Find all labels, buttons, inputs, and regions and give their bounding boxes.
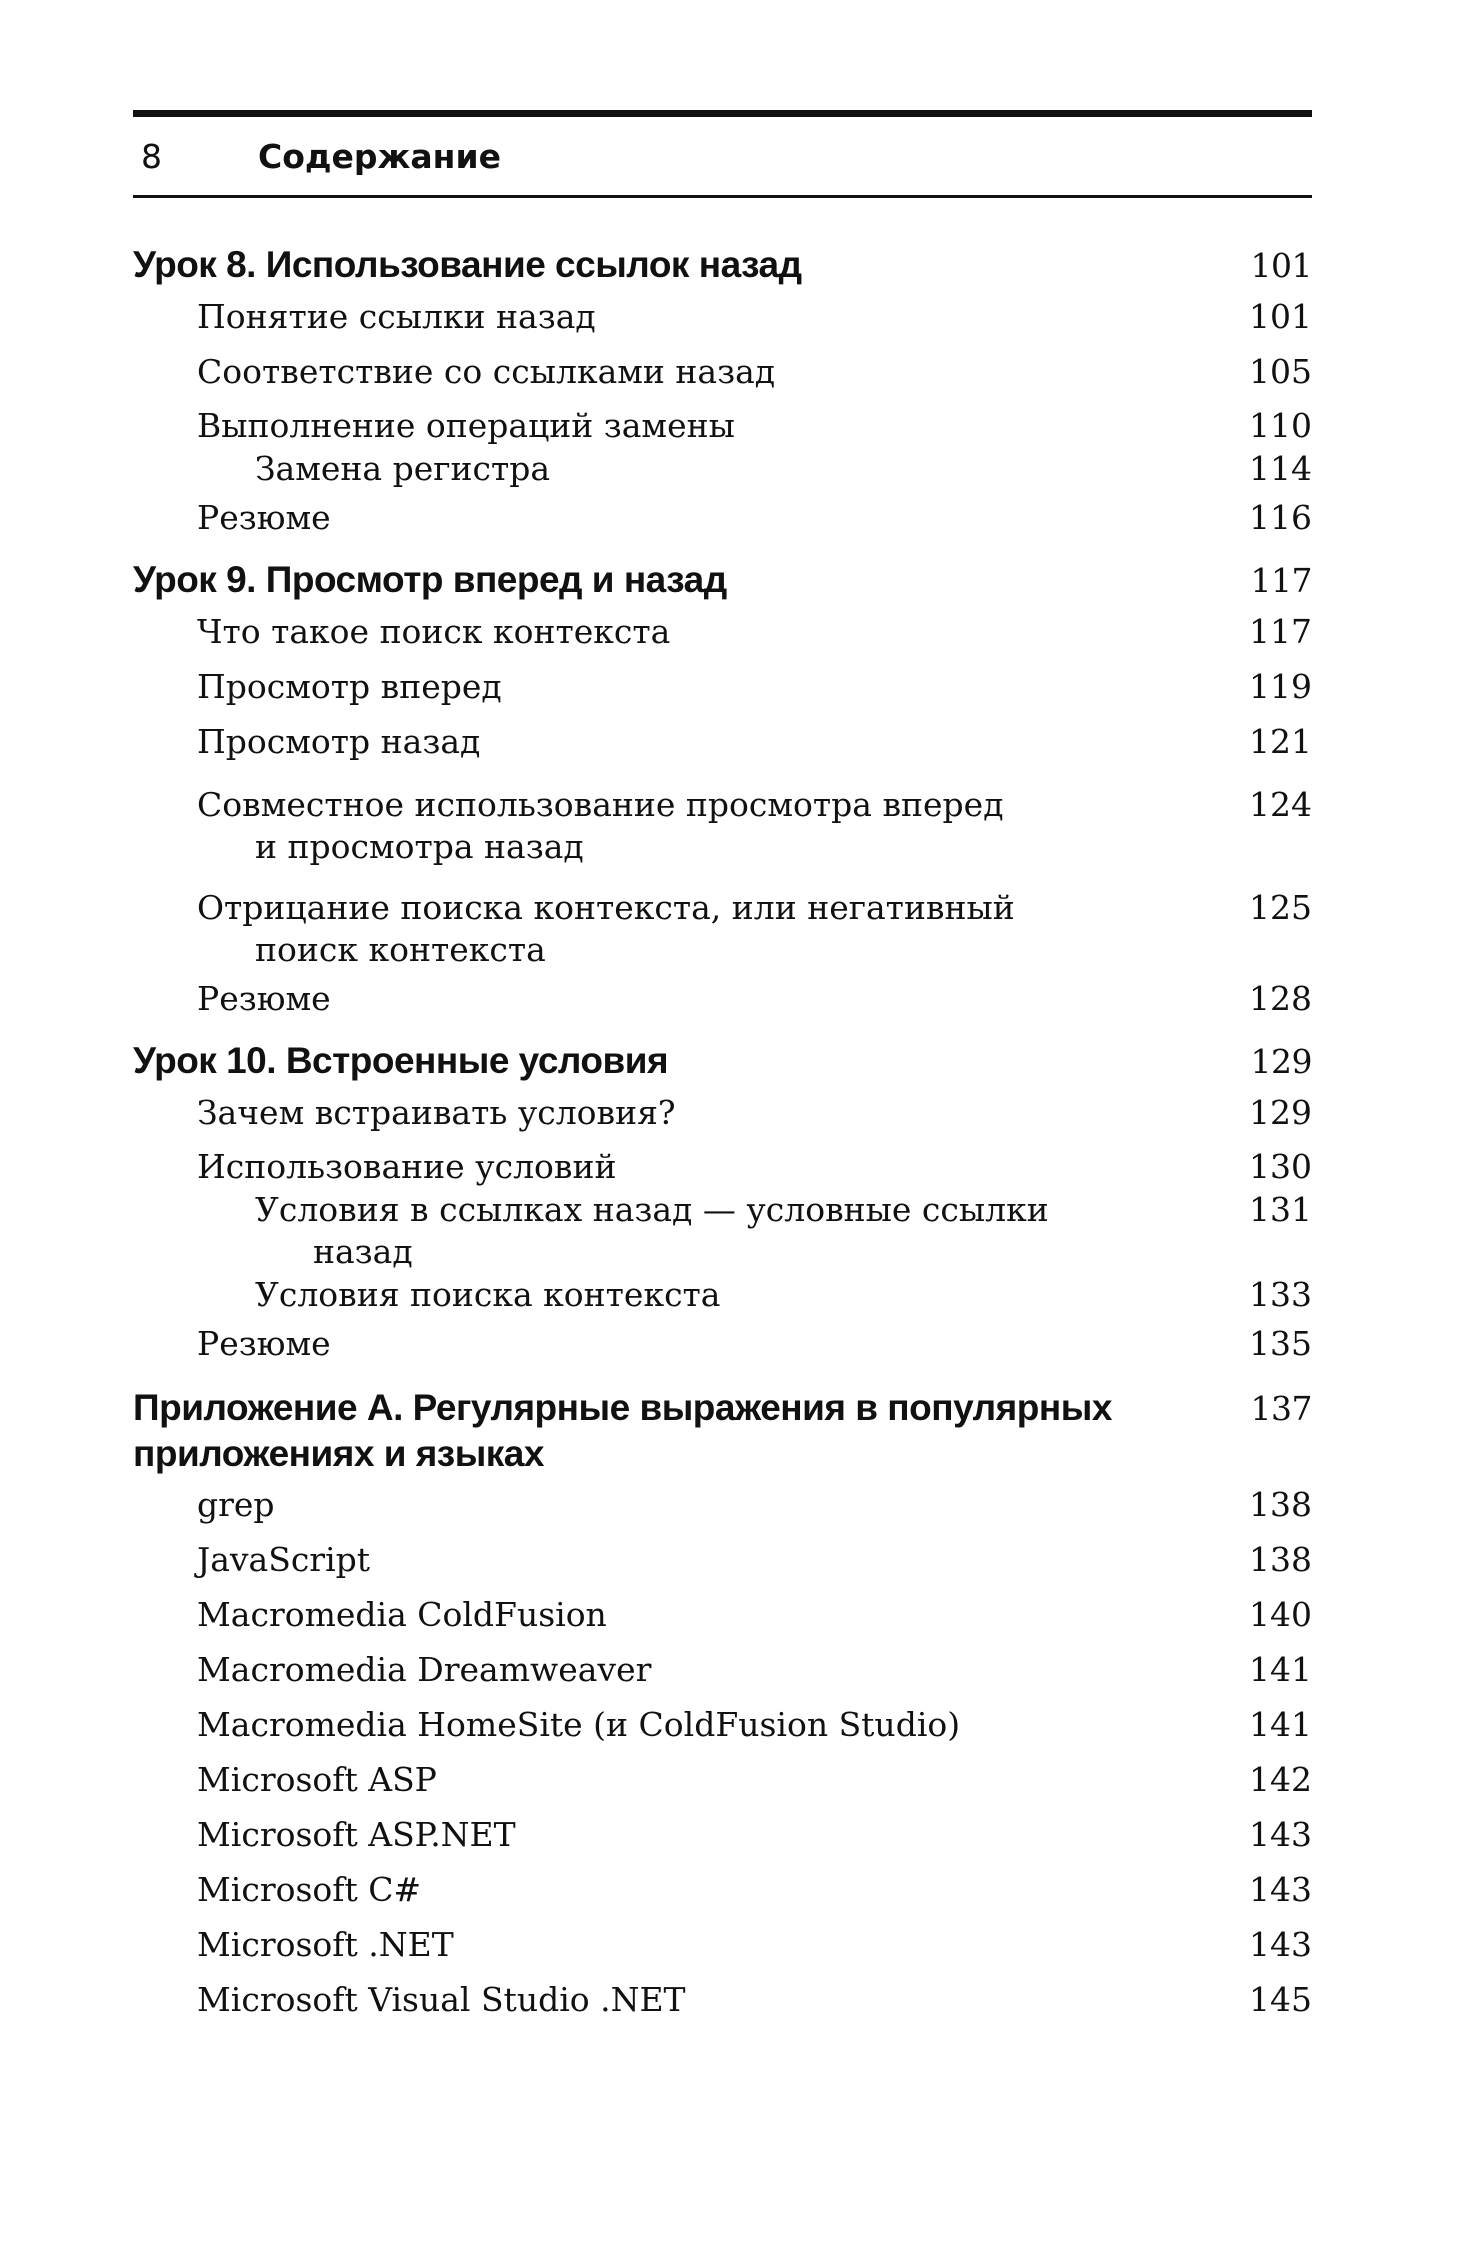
- page-header: [133, 110, 1312, 198]
- toc-page-number: 138: [1249, 1485, 1312, 1524]
- toc-entry-label: Microsoft ASP.NET: [197, 1815, 516, 1854]
- toc-page: [133, 110, 1312, 2027]
- toc-page-number: 141: [1249, 1705, 1312, 1744]
- table-of-contents: [133, 242, 1312, 2027]
- toc-entry[interactable]: [133, 490, 1312, 545]
- toc-entry[interactable]: [133, 777, 1312, 868]
- toc-entry-label: Резюме: [197, 498, 331, 537]
- toc-entry-label: [197, 887, 1232, 971]
- toc-page-number: 128: [1249, 979, 1312, 1018]
- toc-entry[interactable]: [133, 1587, 1312, 1642]
- toc-entry-label: JavaScript: [197, 1540, 371, 1579]
- toc-entry-label: Понятие ссылки назад: [197, 297, 596, 336]
- toc-entry[interactable]: [133, 1917, 1312, 1972]
- toc-entry-label: Microsoft .NET: [197, 1925, 454, 1964]
- toc-entry[interactable]: [133, 1862, 1312, 1917]
- toc-page-number: 143: [1249, 1925, 1312, 1964]
- toc-lesson-title: Урок 9. Просмотр вперед и назад: [133, 559, 727, 600]
- toc-entry-label: Microsoft C#: [197, 1870, 422, 1909]
- toc-subentry[interactable]: [133, 447, 1312, 490]
- toc-page-number: 114: [1249, 449, 1312, 488]
- toc-page-number: 143: [1249, 1815, 1312, 1854]
- toc-subentry[interactable]: [133, 1188, 1312, 1273]
- toc-entry-label-line2: назад: [313, 1232, 413, 1271]
- toc-lesson-9[interactable]: [133, 557, 1312, 604]
- toc-page-number: 124: [1249, 785, 1312, 824]
- toc-entry-label: Что такое поиск контекста: [197, 612, 671, 651]
- toc-entry[interactable]: [133, 1697, 1312, 1752]
- toc-entry-label-line1: Отрицание поиска контекста, или негативный: [197, 888, 1015, 927]
- toc-entry-label: grep: [197, 1485, 275, 1524]
- toc-entry[interactable]: [133, 1752, 1312, 1807]
- toc-entry-label: Macromedia HomeSite (и ColdFusion Studio): [197, 1705, 961, 1744]
- toc-entry-label: Microsoft Visual Studio .NET: [197, 1980, 686, 2019]
- toc-entry[interactable]: [133, 880, 1312, 971]
- page-header-title: Содержание: [258, 136, 501, 176]
- toc-page-number: 130: [1249, 1147, 1312, 1186]
- toc-entry[interactable]: [133, 604, 1312, 659]
- toc-page-number: 129: [1249, 1093, 1312, 1132]
- toc-page-number: 143: [1249, 1870, 1312, 1909]
- toc-page-number: 138: [1249, 1540, 1312, 1579]
- page-number: 8: [141, 136, 162, 176]
- toc-page-number: 105: [1249, 352, 1312, 391]
- toc-page-number: 110: [1249, 406, 1312, 445]
- toc-lesson-title-line1: Приложение А. Регулярные выражения в популярных: [133, 1387, 1112, 1428]
- toc-entry-label: Замена регистра: [255, 449, 551, 488]
- toc-entry[interactable]: [133, 714, 1312, 769]
- toc-entry-label: Macromedia ColdFusion: [197, 1595, 607, 1634]
- toc-page-number: 119: [1249, 667, 1312, 706]
- toc-entry-label-line1: Совместное использование просмотра вперед: [197, 785, 1004, 824]
- toc-entry-label: Macromedia Dreamweaver: [197, 1650, 652, 1689]
- toc-entry[interactable]: [133, 971, 1312, 1026]
- toc-entry-label: Резюме: [197, 979, 331, 1018]
- toc-entry[interactable]: [133, 405, 1312, 447]
- toc-page-number: 129: [1250, 1042, 1312, 1081]
- toc-entry-label: Зачем встраивать условия?: [197, 1093, 676, 1132]
- toc-page-number: 101: [1249, 297, 1312, 336]
- toc-page-number: 117: [1250, 561, 1312, 600]
- toc-entry[interactable]: [133, 1642, 1312, 1697]
- toc-entry-label: Выполнение операций замены: [197, 406, 735, 445]
- toc-entry[interactable]: [133, 289, 1312, 344]
- toc-entry-label: [197, 784, 1232, 868]
- toc-entry-label: Использование условий: [197, 1147, 617, 1186]
- toc-subentry[interactable]: [133, 1273, 1312, 1316]
- toc-entry-label: Microsoft ASP: [197, 1760, 437, 1799]
- toc-page-number: 137: [1250, 1389, 1312, 1428]
- toc-page-number: 145: [1249, 1980, 1312, 2019]
- toc-lesson-8[interactable]: [133, 242, 1312, 289]
- toc-lesson-title: Урок 8. Использование ссылок назад: [133, 244, 802, 285]
- toc-page-number: 141: [1249, 1650, 1312, 1689]
- toc-entry-label-line2: и просмотра назад: [255, 827, 584, 866]
- toc-page-number: 116: [1249, 498, 1312, 537]
- toc-page-number: 117: [1249, 612, 1312, 651]
- toc-entry-label-line2: поиск контекста: [255, 930, 546, 969]
- toc-page-number: 101: [1250, 246, 1312, 285]
- toc-entry[interactable]: [133, 1532, 1312, 1587]
- toc-page-number: 135: [1249, 1324, 1312, 1363]
- toc-entry[interactable]: [133, 1085, 1312, 1140]
- toc-entry-label: Просмотр назад: [197, 722, 481, 761]
- toc-lesson-title: [133, 1385, 1232, 1477]
- toc-page-number: 121: [1249, 722, 1312, 761]
- toc-page-number: 125: [1249, 888, 1312, 927]
- toc-lesson-title-line2: приложениях и языках: [133, 1433, 544, 1474]
- toc-page-number: 133: [1249, 1275, 1312, 1314]
- toc-entry-label: Соответствие со ссылками назад: [197, 352, 776, 391]
- toc-appendix-a[interactable]: [133, 1385, 1312, 1477]
- toc-entry[interactable]: [133, 1972, 1312, 2027]
- toc-entry[interactable]: [133, 1477, 1312, 1532]
- toc-entry-label: Условия поиска контекста: [255, 1275, 721, 1314]
- toc-entry[interactable]: [133, 1807, 1312, 1862]
- toc-entry-label: Резюме: [197, 1324, 331, 1363]
- toc-entry[interactable]: [133, 1316, 1312, 1371]
- toc-entry-label: Просмотр вперед: [197, 667, 502, 706]
- toc-entry[interactable]: [133, 1146, 1312, 1188]
- toc-page-number: 142: [1249, 1760, 1312, 1799]
- toc-page-number: 131: [1249, 1190, 1312, 1229]
- toc-page-number: 140: [1249, 1595, 1312, 1634]
- toc-lesson-10[interactable]: [133, 1038, 1312, 1085]
- toc-entry[interactable]: [133, 659, 1312, 714]
- toc-entry[interactable]: [133, 344, 1312, 399]
- toc-lesson-title: Урок 10. Встроенные условия: [133, 1040, 669, 1081]
- toc-entry-label-line1: Условия в ссылках назад — условные ссылки: [255, 1190, 1049, 1229]
- toc-entry-label: [255, 1189, 1232, 1273]
